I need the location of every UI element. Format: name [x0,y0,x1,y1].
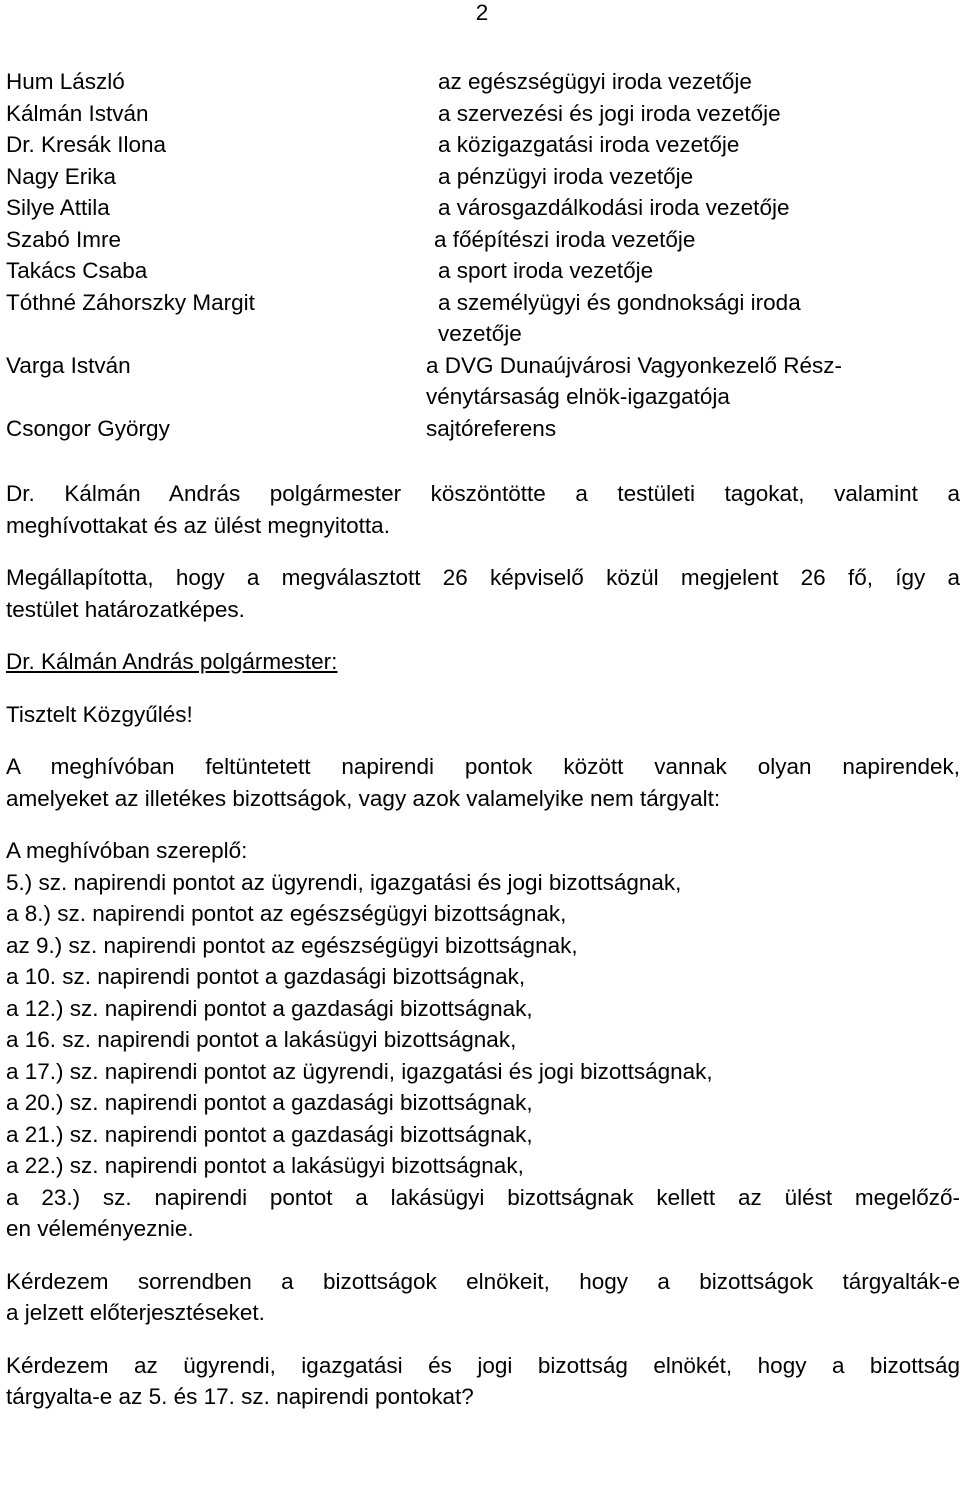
agenda-item: a 23.) sz. napirendi pontot a lakásügyi bizottságnak kellett az ülést megelőző- [6,1184,960,1210]
intro-paragraph [6,751,960,814]
agenda-item: en véleményeznie. [6,1216,194,1241]
text-line: testület határozatképes. [6,596,245,622]
attendee-role: vénytársaság elnök-igazgatója [426,384,730,409]
salutation: Tisztelt Közgyűlés! [6,701,193,727]
agenda-item: a 21.) sz. napirendi pontot a gazdasági bizottságnak, [6,1121,533,1147]
attendee-row [6,161,956,193]
speaker-heading [6,646,960,678]
attendee-row [6,129,956,161]
attendee-name: Dr. Kresák Ilona [6,132,167,157]
agenda-item: a 22.) sz. napirendi pontot a lakásügyi bizottságnak, [6,1153,524,1178]
attendee-name: Nagy Erika [6,163,117,189]
text-line: meghívottakat és az ülést megnyitotta. [6,512,390,538]
attendee-role: a DVG Dunaújvárosi Vagyonkezelő Rész- [426,352,843,378]
agenda-item: a 10. sz. napirendi pontot a gazdasági bizottságnak, [6,964,526,989]
agenda-item: a 8.) sz. napirendi pontot az egészségügyi bizottságnak, [6,901,567,926]
attendee-role: a személyügyi és gondnoksági iroda [438,289,801,315]
attendee-row [6,350,956,413]
attendee-role: a közigazgatási iroda vezetője [438,132,740,157]
text-line: A meghívóban feltüntetett napirendi pontok között vannak olyan napirendek, [6,754,960,779]
attendee-row [6,224,956,256]
agenda-heading: A meghívóban szereplő: [6,838,248,863]
page-number: 2 [475,0,489,25]
agenda-item: 5.) sz. napirendi pontot az ügyrendi, igazgatási és jogi bizottságnak, [6,869,682,895]
quorum-paragraph [6,562,960,625]
agenda-item: az 9.) sz. napirendi pontot az egészségügyi bizottságnak, [6,932,578,958]
attendee-name: Tóthné Záhorszky Margit [6,289,255,315]
attendee-name: Takács Csaba [6,258,148,283]
attendee-role: az egészségügyi iroda vezetője [438,69,752,94]
agenda-item: a 20.) sz. napirendi pontot a gazdasági bizottságnak, [6,1090,533,1115]
attendee-row [6,66,956,98]
opening-paragraph [6,478,960,541]
attendee-role: a szervezési és jogi iroda vezetője [438,100,781,126]
minutes-body [6,478,960,1413]
attendee-name: Szabó Imre [6,226,122,252]
attendee-role: vezetője [438,321,522,346]
text-line: Kérdezem az ügyrendi, igazgatási és jogi bizottság elnökét, hogy a bizottság [6,1352,960,1378]
text-line: Dr. Kálmán András polgármester köszöntötte a testületi tagokat, valamint a [6,481,960,506]
attendee-row [6,287,956,350]
question-paragraph-1 [6,1266,960,1329]
attendee-role: a pénzügyi iroda vezetője [438,163,694,189]
agenda-item: a 17.) sz. napirendi pontot az ügyrendi, igazgatási és jogi bizottságnak, [6,1058,713,1084]
attendee-name: Kálmán István [6,100,149,126]
text-line: tárgyalta-e az 5. és 17. sz. napirendi pontokat? [6,1384,474,1409]
question-paragraph-2 [6,1350,960,1413]
text-line: Kérdezem sorrendben a bizottságok elnökeit, hogy a bizottságok tárgyalták-e [6,1268,960,1294]
attendee-role: a főépítészi iroda vezetője [434,226,696,252]
text-line: a jelzett előterjesztéseket. [6,1300,265,1325]
attendee-name: Hum László [6,69,125,94]
text-line: amelyeket az illetékes bizottságok, vagy azok valamelyike nem tárgyalt: [6,785,721,811]
attendee-role: a sport iroda vezetője [438,258,654,283]
attendee-list [6,66,956,444]
text-line: Megállapította, hogy a megválasztott 26 képviselő közül megjelent 26 fő, így a [6,565,960,590]
attendee-role: sajtóreferens [426,415,557,441]
attendee-row [6,413,956,445]
attendee-name: Csongor György [6,415,170,441]
attendee-name: Varga István [6,352,131,378]
attendee-row [6,192,956,224]
attendee-name: Silye Attila [6,195,110,220]
attendee-role: a városgazdálkodási iroda vezetője [438,195,790,220]
agenda-list [6,867,960,1245]
agenda-item: a 16. sz. napirendi pontot a lakásügyi bizottságnak, [6,1027,517,1052]
attendee-row [6,255,956,287]
attendee-row [6,98,956,130]
agenda-item: a 12.) sz. napirendi pontot a gazdasági bizottságnak, [6,995,533,1021]
speaker-name: Dr. Kálmán András polgármester: [6,649,338,674]
